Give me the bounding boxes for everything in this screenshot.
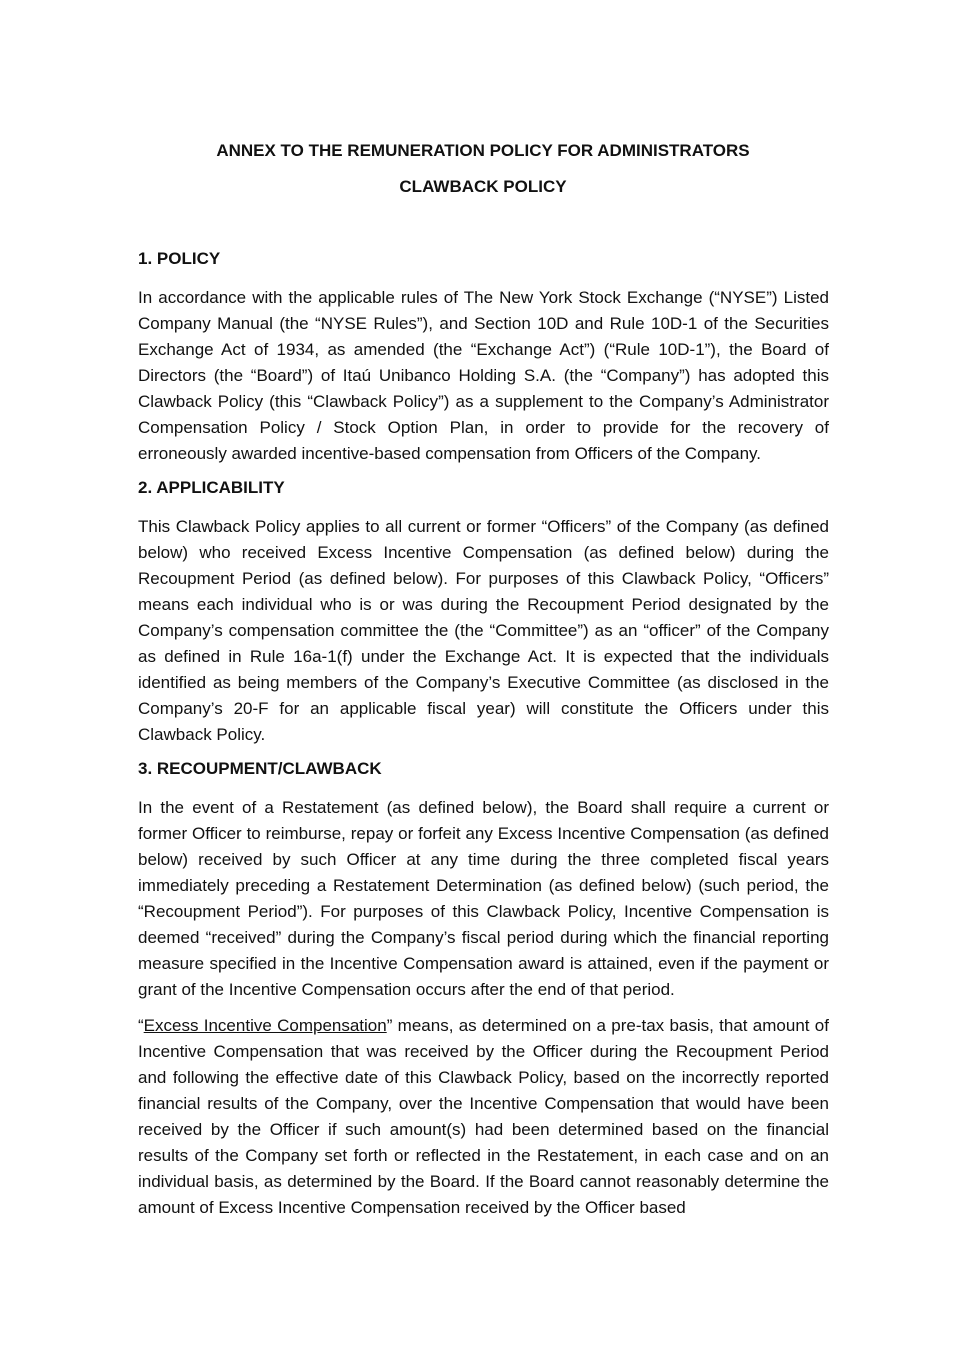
paragraph: This Clawback Policy applies to all current or former “Officers” of the Company (as defined below) who received Excess Incentive Compensation (as defined below) during the Recoupment Period (as defined below). For purposes of this Clawback Policy, “Officers” means each individual who is or was during the Recoupment Period designated by the Company’s compensation committee the (the “Committee”) as an “officer” of the Company as defined in Rule 16a-1(f) under the Exchange Act. It is expected that the individuals identified as being members of the Company’s Executive Committee (as disclosed in the Company’s 20-F for an applicable fiscal year) will constitute the Officers under this Clawback Policy. xyxy=(138,517,829,744)
defined-term: Excess Incentive Compensation xyxy=(143,1016,387,1035)
section-applicability xyxy=(138,477,829,748)
definition-text: ” means, as determined on a pre-tax basis, that amount of Incentive Compensation that was received by the Officer during the Recoupment Period and following the effective date of this Clawback Policy, based on the incorrectly reported financial results of the Company, over the Incentive Compensation that would have been received by the Officer if such amount(s) had been determined based on the financial results of the Company set forth or reflected in the Restatement, in each case and on an individual basis, as determined by the Board. If the Board cannot reasonably determine the amount of Excess Incentive Compensation received by the Officer based xyxy=(138,1016,829,1217)
open-quote: “ xyxy=(138,1016,144,1035)
section-policy xyxy=(138,248,829,467)
section-heading: 2. APPLICABILITY xyxy=(138,478,285,497)
document-subtitle: CLAWBACK POLICY xyxy=(399,177,567,196)
document-body xyxy=(138,248,829,1231)
paragraph: In accordance with the applicable rules of The New York Stock Exchange (“NYSE”) Listed Company Manual (the “NYSE Rules”), and Section 10D and Rule 10D-1 of the Securities Exchange Act of 1934, as amended (the “Exchange Act”) (“Rule 10D-1”), the Board of Directors (the “Board”) of Itaú Unibanco Holding S.A. (the “Company”) has adopted this Clawback Policy (this “Clawback Policy”) as a supplement to the Company’s Administrator Compensation Policy / Stock Option Plan, in order to provide for the recovery of erroneously awarded incentive-based compensation from Officers of the Company. xyxy=(138,288,829,463)
section-heading: 3. RECOUPMENT/CLAWBACK xyxy=(138,759,382,778)
section-recoupment-clawback xyxy=(138,758,829,1221)
paragraph: In the event of a Restatement (as defined below), the Board shall require a current or former Officer to reimburse, repay or forfeit any Excess Incentive Compensation (as defined below) received by such Officer at any time during the three completed fiscal years immediately preceding a Restatement Determination (as defined below) (such period, the “Recoupment Period”). For purposes of this Clawback Policy, Incentive Compensation is deemed “received” during the Company’s fiscal period during which the financial reporting measure specified in the Incentive Compensation award is attained, even if the payment or grant of the Incentive Compensation occurs after the end of that period. xyxy=(138,798,829,999)
document-title: ANNEX TO THE REMUNERATION POLICY FOR ADMINISTRATORS xyxy=(216,141,750,160)
definition-paragraph xyxy=(138,1013,829,1221)
section-heading: 1. POLICY xyxy=(138,249,221,268)
